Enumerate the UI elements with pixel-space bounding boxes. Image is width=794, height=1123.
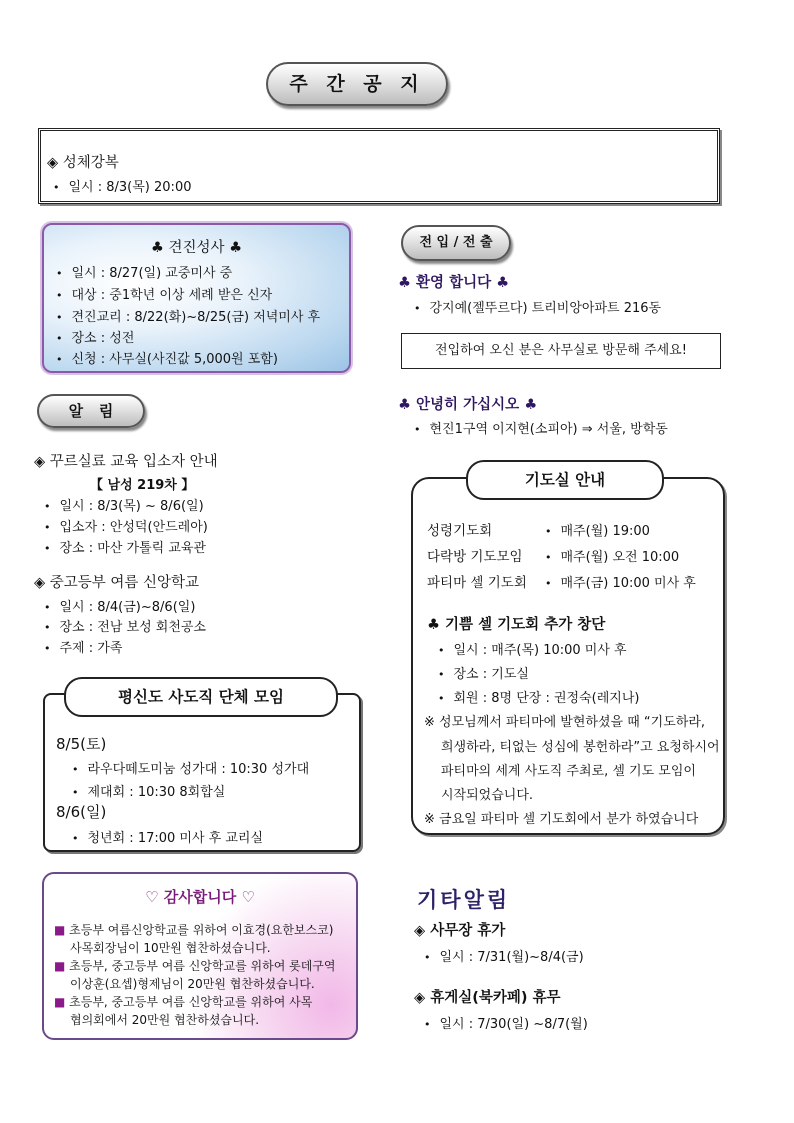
apostolate-date: 8/5(토) [56, 735, 107, 753]
office-vacation-line [424, 946, 584, 965]
joy-line-text: 장소 : 기도실 [453, 667, 529, 682]
confirmation-line [56, 327, 134, 346]
thanks-item: ■ 초등부, 중고등부 여름 신앙학교를 위하여 롯데구역 이상훈(요셉)형제님이 20만원 협찬하셨습니다. [54, 959, 336, 991]
cursillo-line-text: 일시 : 8/3(목) ~ 8/6(일) [59, 499, 204, 514]
prayer-row [427, 571, 696, 591]
apostolate-line [72, 827, 263, 846]
office-vacation-line-text: 일시 : 7/31(월)~8/4(금) [439, 950, 584, 965]
cursillo-sub: 【 남성 219차 】 [90, 478, 195, 493]
prayer-row-time-text: 매주(월) 오전 10:00 [560, 550, 680, 565]
bookcafe-line [424, 1013, 588, 1032]
confirmation-title: ♣ 견진성사 ♣ [150, 240, 243, 256]
apostolate-line [72, 758, 309, 777]
bookcafe-line-text: 일시 : 7/30(일) ~8/7(월) [439, 1017, 588, 1032]
prayer-row-time-text: 매주(금) 10:00 미사 후 [560, 576, 696, 591]
visit-office-box: 전입하여 오신 분은 사무실로 방문해 주세요! [401, 333, 721, 369]
prayer-row-name: 다락방 기도모임 [427, 549, 523, 565]
prayer-row-time [545, 576, 696, 591]
notice-label: 알 림 [37, 394, 145, 428]
cursillo-line [44, 495, 204, 514]
school-line [44, 637, 122, 656]
prayer-row-name: 파티마 셀 기도회 [427, 575, 527, 591]
benediction-heading: ◈ 성체강복 [47, 155, 119, 171]
confirmation-box [42, 223, 351, 373]
apostolate-date: 8/6(일) [56, 803, 107, 821]
farewell-line [414, 418, 668, 437]
joy-line [438, 639, 627, 658]
benediction-time-text: 일시 : 8/3(목) 20:00 [68, 180, 192, 195]
confirmation-line-text: 견진교리 : 8/22(화)~8/25(금) 저녁미사 후 [71, 310, 321, 325]
thanks-item-text: 초등부 여름신앙학교를 위하여 이효경(요한보스코) [69, 923, 334, 937]
branch-note: ※ 금요일 파티마 셀 기도회에서 분가 하였습니다 [424, 812, 699, 827]
fatima-note: ※ 성모님께서 파티마에 발현하셨을 때 “기도하라, [424, 715, 706, 730]
prayer-row-time [545, 550, 679, 565]
prayer-row [427, 519, 650, 539]
office-vacation-heading: ◈ 사무장 휴가 [414, 923, 506, 939]
apostolate-line-text: 청년회 : 17:00 미사 후 교리실 [87, 831, 264, 846]
fatima-note: 희생하라, 티없는 성심에 봉헌하라”고 요청하시어 [441, 740, 720, 755]
confirmation-line [56, 262, 232, 281]
welcome-heading: ♣ 환영 합니다 ♣ [398, 275, 510, 291]
prayer-row-name: 성령기도회 [427, 523, 493, 539]
thanks-item-text: 협의회에서 20만원 협찬하셨습니다. [70, 1013, 260, 1027]
apostolate-title: 평신도 사도직 단체 모임 [64, 677, 338, 717]
confirmation-line [56, 348, 278, 367]
prayer-row-time [545, 524, 650, 539]
confirmation-line-text: 대상 : 중1학년 이상 세례 받은 신자 [71, 288, 273, 303]
school-line [44, 596, 195, 615]
confirmation-line-text: 일시 : 8/27(일) 교중미사 중 [71, 266, 233, 281]
transfer-label: 전 입 / 전 출 [401, 225, 511, 261]
cursillo-line [44, 516, 208, 535]
confirmation-line [56, 306, 320, 325]
prayer-row-time-text: 매주(월) 19:00 [560, 524, 650, 539]
confirmation-line-text: 신청 : 사무실(사진값 5,000원 포함) [71, 352, 278, 367]
apostolate-line [72, 781, 225, 800]
thanks-item-text: 사목회장님이 10만원 협찬하셨습니다. [70, 941, 271, 955]
cursillo-line-text: 장소 : 마산 가톨릭 교육관 [59, 541, 206, 556]
benediction-time [53, 176, 191, 195]
thanks-box [42, 872, 358, 1040]
cursillo-heading: ◈ 꾸르실료 교육 입소자 안내 [34, 454, 218, 470]
school-heading: ◈ 중고등부 여름 신앙학교 [34, 575, 200, 591]
thanks-item-text: 초등부, 중고등부 여름 신앙학교를 위하여 사목 [69, 995, 313, 1009]
thanks-item-text: 이상훈(요셉)형제님이 20만원 협찬하셨습니다. [70, 977, 315, 991]
prayer-row [427, 545, 679, 565]
thanks-item: ■ 초등부, 중고등부 여름 신앙학교를 위하여 사목 협의회에서 20만원 협찬하셨습니다. [54, 995, 313, 1027]
school-line-text: 주제 : 가족 [59, 641, 123, 656]
bookcafe-heading: ◈ 휴게실(북카페) 휴무 [414, 990, 561, 1006]
benediction-box [38, 128, 720, 204]
thanks-item: ■ 초등부 여름신앙학교를 위하여 이효경(요한보스코) 사목회장님이 10만원 협찬하셨습니다. [54, 923, 334, 955]
apostolate-line-text: 제대회 : 10:30 8회합실 [87, 785, 226, 800]
page-title: 주 간 공 지 [266, 62, 448, 106]
other-title: 기타알림 [417, 887, 511, 912]
joy-line-text: 회원 : 8명 단장 : 권정숙(레지나) [453, 691, 640, 706]
cursillo-line [44, 537, 206, 556]
farewell-line-text: 현진1구역 이지현(소피아) ⇒ 서울, 방학동 [429, 422, 668, 437]
welcome-line [414, 297, 661, 316]
joy-line [438, 687, 639, 706]
confirmation-line [56, 284, 272, 303]
farewell-heading: ♣ 안녕히 가십시오 ♣ [398, 397, 538, 413]
joy-line-text: 일시 : 매주(목) 10:00 미사 후 [453, 643, 627, 658]
fatima-note: 파티마의 세계 사도직 주최로, 셀 기도 모임이 [441, 764, 696, 779]
school-line-text: 일시 : 8/4(금)~8/6(일) [59, 600, 196, 615]
confirmation-line-text: 장소 : 성전 [71, 331, 135, 346]
apostolate-line-text: 라우다떼도미눔 성가대 : 10:30 성가대 [87, 762, 310, 777]
joy-heading: ♣ 기쁨 셀 기도회 추가 창단 [427, 617, 606, 633]
prayer-title: 기도실 안내 [466, 460, 664, 500]
thanks-item-text: 초등부, 중고등부 여름 신앙학교를 위하여 롯데구역 [69, 959, 336, 973]
school-line [44, 616, 206, 635]
cursillo-line-text: 입소자 : 안성덕(안드레아) [59, 520, 208, 535]
fatima-note: 시작되었습니다. [441, 788, 534, 803]
welcome-line-text: 강지예(젤뚜르다) 트리비앙아파트 216동 [429, 301, 662, 316]
thanks-title: ♡ 감사합니다 ♡ [145, 888, 255, 906]
school-line-text: 장소 : 전남 보성 회천공소 [59, 620, 206, 635]
joy-line [438, 663, 529, 682]
